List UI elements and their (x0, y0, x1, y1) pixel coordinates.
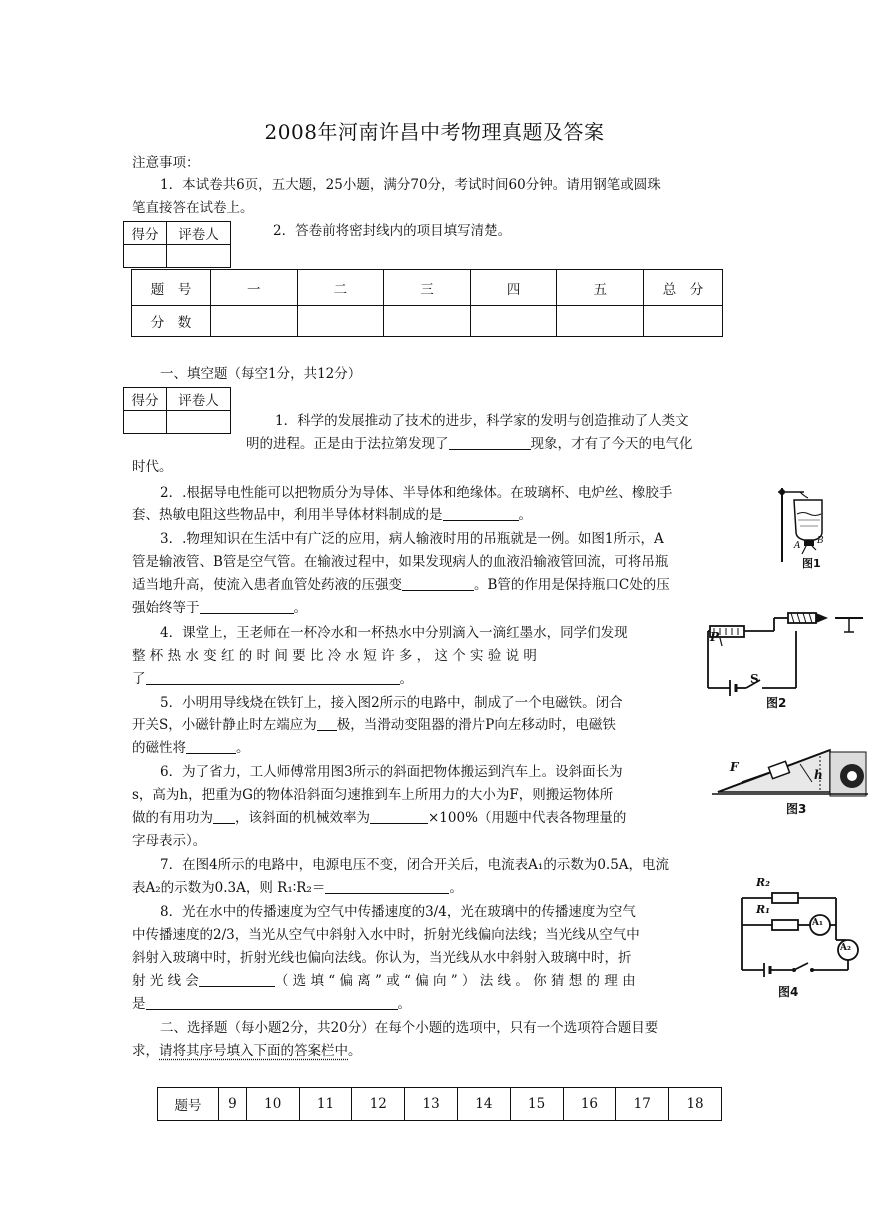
q7-blank[interactable] (325, 879, 449, 894)
answer-header: 18 (669, 1088, 722, 1121)
fig4-caption: 图4 (778, 985, 799, 999)
q5-line-1: 5．小明用导线烧在铁钉上，接入图2所示的电路中，制成了一个电磁铁。闭合 (160, 695, 623, 711)
q3-line-2: 管是输液管、B管是空气管。在输液过程中，如果发现病人的血液沿输液管回流，可将吊瓶 (132, 554, 669, 570)
fig1-caption: 图1 (802, 557, 821, 570)
table-header: 题 号 (132, 270, 211, 306)
answer-header: 12 (352, 1088, 405, 1121)
fig1-label-B: B (817, 536, 824, 546)
q1-line-2 (246, 431, 693, 457)
answer-header: 9 (219, 1088, 247, 1121)
score-label: 得分 (124, 388, 167, 411)
q7-line-1: 7．在图4所示的电路中，电源电压不变，闭合开关后，电流表A₁的示数为0.5A，电流 (160, 857, 670, 873)
q6-text: 做的有用功为 (132, 810, 213, 826)
q8-text: 是 (132, 996, 146, 1012)
q7-text: 表A₂的示数为0.3A，则 R₁∶R₂＝ (132, 880, 326, 896)
row-label: 分 数 (132, 306, 211, 337)
section-2-line-2 (132, 1038, 362, 1064)
figure-4-parallel-circuit (736, 880, 866, 992)
q2-line-2 (132, 502, 532, 528)
fig1-label-A: A (794, 541, 801, 551)
q7-line-2 (132, 875, 463, 901)
score-box-1 (123, 221, 231, 268)
q4-line-3 (132, 666, 413, 692)
q4-line-2: 整 杯 热 水 变 红 的 时 间 要 比 冷 水 短 许 多 ， 这 个 实 验 说 明 (132, 648, 537, 664)
q3-blank-1[interactable] (402, 576, 474, 591)
answer-header: 16 (563, 1088, 616, 1121)
score-input-cell[interactable] (557, 306, 644, 337)
answer-header: 13 (405, 1088, 458, 1121)
answer-header: 10 (246, 1088, 299, 1121)
q4-blank[interactable] (146, 670, 400, 685)
q6-line-1: 6．为了省力，工人师傅常用图3所示的斜面把物体搬运到汽车上。设斜面长为 (160, 764, 623, 780)
score-cell[interactable] (124, 411, 167, 434)
q5-text: 极，当滑动变阻器的滑片P向左移动时，电磁铁 (336, 717, 616, 733)
score-cell[interactable] (124, 245, 167, 268)
q8-line-5 (132, 991, 411, 1017)
table-header: 一 (211, 270, 298, 306)
fig2-label-P: P (710, 630, 720, 644)
score-input-cell[interactable] (644, 306, 723, 337)
q8-line-2: 中传播速度的2/3，当光从空气中斜射入水中时，折射光线偏向法线；当光线从空气中 (132, 927, 640, 943)
q6-line-4: 字母表示）。 (132, 833, 207, 849)
table-header: 二 (297, 270, 384, 306)
q3-text: 强始终等于 (132, 600, 200, 616)
notes-heading: 注意事项： (132, 155, 200, 171)
note-1-line-2: 笔直接答在试卷上。 (132, 200, 254, 216)
grader-cell[interactable] (167, 411, 231, 434)
q1-line-1: 1．科学的发展推动了技术的进步，科学家的发明与创造推动了人类文 (275, 413, 689, 429)
section-2-emphasis: 请将其序号填入下面的答案栏中 (159, 1043, 348, 1059)
section-2-text: 。 (348, 1043, 362, 1059)
answer-header: 11 (299, 1088, 352, 1121)
q8-text: （ 选 填 “ 偏 离 ” 或 “ 偏 向 ” ） 法 线 。 你 猜 想 的 理 由 (274, 973, 636, 989)
q1-line-3: 时代。 (132, 459, 173, 475)
grader-label: 评卷人 (167, 222, 231, 245)
section-2-text: 求， (132, 1043, 159, 1059)
q4-line-1: 4．课堂上，王老师在一杯冷水和一杯热水中分别滴入一滴红墨水，同学们发现 (160, 625, 628, 641)
score-label: 得分 (124, 222, 167, 245)
fig4-label-A2: A₂ (840, 943, 851, 953)
q8-blank-2[interactable] (146, 995, 398, 1010)
q2-text: 套、热敏电阻这些物品中，利用半导体材料制成的是 (132, 507, 443, 523)
note-2: 2．答卷前将密封线内的项目填写清楚。 (273, 223, 512, 239)
q7-text: 。 (449, 880, 463, 896)
fig3-label-F: F (730, 760, 739, 774)
q3-blank-2[interactable] (200, 599, 294, 614)
q5-line-3 (132, 735, 250, 761)
fig2-caption: 图2 (766, 696, 787, 710)
q8-line-3: 斜射入玻璃中时，折射光线也偏向法线。你认为，当光线从水中斜射入玻璃中时，折 (132, 950, 632, 966)
answer-header: 17 (616, 1088, 669, 1121)
table-header: 三 (384, 270, 471, 306)
q5-blank-2[interactable] (186, 739, 236, 754)
answer-header: 题号 (158, 1088, 219, 1121)
score-input-cell[interactable] (297, 306, 384, 337)
q5-text: 的磁性将 (132, 740, 186, 756)
q5-text: 。 (236, 740, 250, 756)
table-header: 四 (470, 270, 557, 306)
fig3-caption: 图3 (786, 802, 807, 816)
section-1-title: 一、填空题（每空1分，共12分） (160, 366, 362, 382)
figure-1-iv-drip (770, 480, 830, 570)
q4-text: 。 (399, 671, 413, 687)
q3-text: 。B管的作用是保持瓶口C处的压 (474, 577, 670, 593)
q8-text: 。 (397, 996, 411, 1012)
q1-blank[interactable] (449, 435, 531, 450)
q2-blank[interactable] (443, 506, 519, 521)
q1-text: 现象，才有了今天的电气化 (530, 436, 693, 452)
q6-line-2: s，高为h，把重为G的物体沿斜面匀速推到车上所用力的大小为F，则搬运物体所 (132, 787, 614, 803)
q5-text: 开关S，小磁针静止时左端应为 (132, 717, 317, 733)
fig2-label-S: S (750, 672, 759, 686)
q5-blank-1[interactable] (317, 716, 337, 731)
table-header: 总 分 (644, 270, 723, 306)
q2-line-1: 2．.根据导电性能可以把物质分为导体、半导体和绝缘体。在玻璃杯、电炉丝、橡胶手 (160, 485, 673, 501)
grader-cell[interactable] (167, 245, 231, 268)
score-input-cell[interactable] (211, 306, 298, 337)
answer-header: 15 (510, 1088, 563, 1121)
fig4-label-R1: R₁ (756, 903, 770, 916)
q4-text: 了 (132, 671, 146, 687)
score-input-cell[interactable] (470, 306, 557, 337)
q8-blank-1[interactable] (199, 972, 275, 987)
score-box-2 (123, 387, 231, 434)
section-2-line-1: 二、选择题（每小题2分，共20分）在每个小题的选项中，只有一个选项符合题目要 (160, 1020, 659, 1036)
q8-text: 射 光 线 会 (132, 973, 199, 989)
q1-text: 明的进程。正是由于法拉第发现了 (246, 436, 449, 452)
grader-label: 评卷人 (167, 388, 231, 411)
figure-2-electromagnet-circuit (700, 610, 869, 705)
table-header: 五 (557, 270, 644, 306)
q2-text: 。 (518, 507, 532, 523)
answer-header: 14 (457, 1088, 510, 1121)
fig3-label-h: h (814, 768, 823, 782)
page-title: 2008年河南许昌中考物理真题及答案 (264, 120, 605, 144)
q3-line-1: 3．.物理知识在生活中有广泛的应用，病人输液时用的吊瓶就是一例。如图1所示，A (160, 531, 664, 547)
score-summary-table (131, 269, 723, 337)
fig4-label-R2: R₂ (756, 876, 770, 889)
answer-table (157, 1087, 722, 1121)
q6-blank-2[interactable] (370, 809, 428, 824)
score-input-cell[interactable] (384, 306, 471, 337)
q3-line-4 (132, 595, 307, 621)
fig4-label-A1: A₁ (812, 918, 823, 928)
note-1-line-1: 1．本试卷共6页，五大题，25小题，满分70分，考试时间60分钟。请用钢笔或圆珠 (160, 177, 661, 193)
q6-text: ，该斜面的机械效率为 (235, 810, 370, 826)
q3-text: 。 (293, 600, 307, 616)
q6-blank-1[interactable] (213, 809, 235, 824)
q6-text: ×100%（用题中代表各物理量的 (428, 810, 627, 826)
q3-text: 适当地升高，使流入患者血管处药液的压强变 (132, 577, 402, 593)
q8-line-1: 8．光在水中的传播速度为空气中传播速度的3/4，光在玻璃中的传播速度为空气 (160, 904, 636, 920)
